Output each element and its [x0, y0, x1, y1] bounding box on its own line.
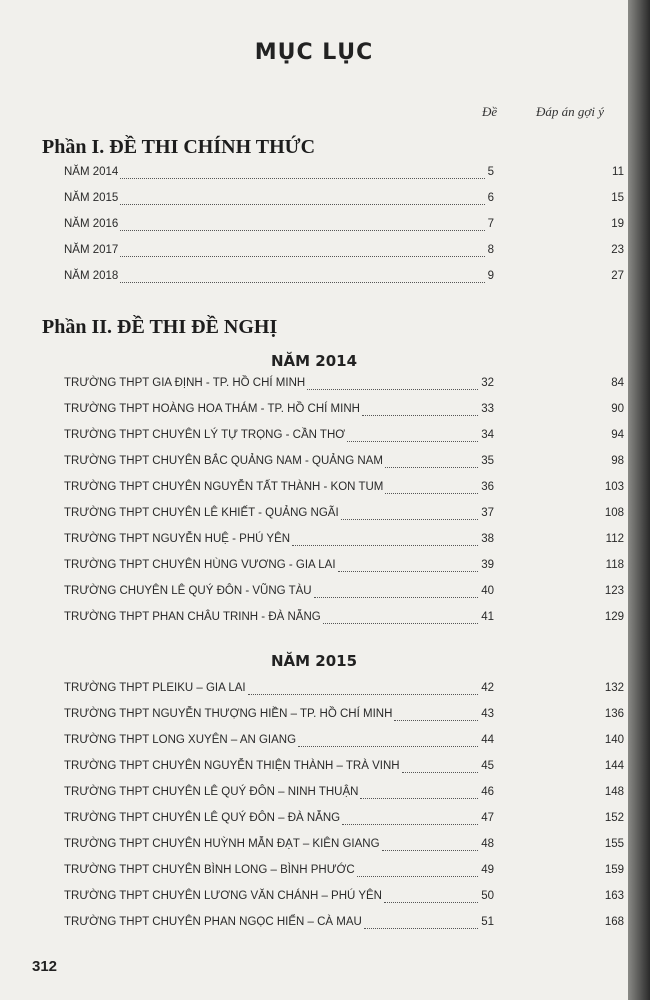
toc-entry-answer-page: 129: [604, 611, 624, 623]
toc-entry-label: TRƯỜNG THPT CHUYÊN BÌNH LONG – BÌNH PHƯỚC: [64, 864, 355, 876]
toc-entry: [64, 734, 628, 754]
toc-entry-exam-page: 6: [487, 192, 494, 204]
toc-entry: [64, 838, 628, 858]
toc-entry-answer-page: 103: [604, 481, 624, 493]
leader-dots: [341, 519, 478, 520]
toc-entry-answer-page: 84: [611, 377, 624, 389]
leader-dots: [342, 824, 478, 825]
toc-entry: [64, 166, 628, 186]
toc-entry-label: TRƯỜNG THPT CHUYÊN HUỲNH MẪN ĐẠT – KIÊN GIANG: [64, 838, 380, 850]
toc-entry: [64, 760, 628, 780]
toc-entry-answer-page: 11: [612, 166, 624, 178]
toc-entry-label: TRƯỜNG THPT PHAN CHÂU TRINH - ĐÀ NẴNG: [64, 611, 321, 623]
part2-heading: Phần II. ĐỀ THI ĐỀ NGHỊ: [42, 316, 278, 338]
toc-entry-exam-page: 40: [481, 585, 494, 597]
leader-dots: [120, 282, 485, 283]
toc-entry-label: TRƯỜNG THPT NGUYỄN THƯỢNG HIỀN – TP. HỒ CHÍ MINH: [64, 708, 393, 720]
toc-entry-exam-page: 36: [481, 481, 494, 493]
section-year-2014: NĂM 2014: [270, 352, 358, 370]
leader-dots: [120, 204, 485, 205]
toc-entry-exam-page: 37: [481, 507, 494, 519]
toc-entry-exam-page: 43: [481, 708, 494, 720]
toc-entry-label: TRƯỜNG THPT CHUYÊN LƯƠNG VĂN CHÁNH – PHÚ YÊN: [64, 890, 382, 902]
toc-entry: [64, 507, 628, 527]
toc-entry: [64, 786, 628, 806]
toc-entry-exam-page: 34: [481, 429, 494, 441]
toc-entry-exam-page: 5: [487, 166, 494, 178]
toc-entry-label: TRƯỜNG THPT PLEIKU – GIA LAI: [64, 682, 246, 694]
toc-entry-label: TRƯỜNG THPT CHUYÊN HÙNG VƯƠNG - GIA LAI: [64, 559, 336, 571]
toc-entry-exam-page: 8: [487, 244, 494, 256]
toc-entry: [64, 377, 628, 397]
leader-dots: [248, 694, 478, 695]
leader-dots: [364, 928, 478, 929]
toc-entry-label: TRƯỜNG THPT CHUYÊN NGUYỄN TẤT THÀNH - KON TUM: [64, 481, 384, 493]
toc-entry-answer-page: 132: [604, 682, 624, 694]
toc-entry-label: TRƯỜNG THPT CHUYÊN LÊ QUÝ ĐÔN – ĐÀ NẴNG: [64, 812, 341, 824]
toc-entry-exam-page: 50: [481, 890, 494, 902]
toc-entry: [64, 218, 628, 238]
leader-dots: [357, 876, 478, 877]
toc-entry-label: TRƯỜNG THPT GIA ĐỊNH - TP. HỒ CHÍ MINH: [64, 377, 306, 389]
toc-entry-label: TRƯỜNG THPT CHUYÊN PHAN NGỌC HIỂN – CÀ MAU: [64, 916, 362, 928]
toc-entry-label: TRƯỜNG CHUYÊN LÊ QUÝ ĐÔN - VŨNG TÀU: [64, 585, 312, 597]
toc-entry: [64, 708, 628, 728]
toc-entry-label: NĂM 2016: [64, 218, 119, 230]
page-title: MỤC LỤC: [254, 40, 374, 65]
leader-dots: [385, 467, 478, 468]
leader-dots: [360, 798, 478, 799]
toc-entry-exam-page: 33: [481, 403, 494, 415]
toc-entry-answer-page: 98: [611, 455, 624, 467]
toc-entry-label: NĂM 2018: [64, 270, 119, 282]
book-binding: [628, 0, 650, 1000]
section-year-2015: NĂM 2015: [270, 652, 358, 670]
toc-entry-exam-page: 47: [481, 812, 494, 824]
leader-dots: [347, 441, 478, 442]
toc-entry: [64, 864, 628, 884]
toc-entry-exam-page: 7: [487, 218, 494, 230]
toc-entry-label: TRƯỜNG THPT CHUYÊN LÊ QUÝ ĐÔN – NINH THUẬN: [64, 786, 359, 798]
toc-entry-answer-page: 112: [605, 533, 624, 545]
leader-dots: [298, 746, 478, 747]
toc-entry-answer-page: 15: [611, 192, 624, 204]
toc-entry: [64, 585, 628, 605]
column-header-de: Đề: [482, 104, 498, 119]
toc-entry-answer-page: 94: [611, 429, 624, 441]
toc-entry: [64, 192, 628, 212]
leader-dots: [314, 597, 478, 598]
toc-entry-label: NĂM 2015: [64, 192, 119, 204]
toc-entry-label: TRƯỜNG THPT CHUYÊN NGUYỄN THIỆN THÀNH – TRÀ VINH: [64, 760, 400, 772]
toc-entry-exam-page: 9: [487, 270, 494, 282]
leader-dots: [292, 545, 478, 546]
toc-entry-answer-page: 123: [604, 585, 624, 597]
leader-dots: [394, 720, 478, 721]
page-number: 312: [32, 958, 58, 975]
toc-entry-exam-page: 46: [481, 786, 494, 798]
toc-entry-answer-page: 90: [611, 403, 624, 415]
toc-entry: [64, 682, 628, 702]
toc-entry-label: TRƯỜNG THPT HOÀNG HOA THÁM - TP. HỒ CHÍ MINH: [64, 403, 360, 415]
toc-entry: [64, 559, 628, 579]
toc-entry-answer-page: 108: [604, 507, 624, 519]
leader-dots: [402, 772, 478, 773]
toc-entry-exam-page: 42: [481, 682, 494, 694]
toc-entry-label: NĂM 2017: [64, 244, 119, 256]
leader-dots: [120, 230, 485, 231]
toc-entry-answer-page: 155: [604, 838, 624, 850]
toc-entry-exam-page: 48: [481, 838, 494, 850]
toc-entry-answer-page: 118: [605, 559, 624, 571]
toc-entry-exam-page: 32: [481, 377, 494, 389]
part1-heading: Phần I. ĐỀ THI CHÍNH THỨC: [42, 136, 316, 158]
toc-entry-label: TRƯỜNG THPT CHUYÊN LÊ KHIẾT - QUẢNG NGÃI: [64, 507, 339, 519]
leader-dots: [120, 256, 485, 257]
toc-entry-exam-page: 41: [481, 611, 494, 623]
leader-dots: [385, 493, 478, 494]
toc-entry: [64, 481, 628, 501]
toc-entry-answer-page: 144: [604, 760, 624, 772]
leader-dots: [120, 178, 485, 179]
toc-entry: [64, 403, 628, 423]
toc-entry-answer-page: 163: [604, 890, 624, 902]
toc-entry-answer-page: 168: [604, 916, 624, 928]
toc-entry: [64, 533, 628, 553]
toc-entry-label: TRƯỜNG THPT LONG XUYÊN – AN GIANG: [64, 734, 297, 746]
toc-entry-exam-page: 38: [481, 533, 494, 545]
toc-entry-label: TRƯỜNG THPT NGUYỄN HUỆ - PHÚ YÊN: [64, 533, 291, 545]
leader-dots: [382, 850, 478, 851]
toc-entry: [64, 455, 628, 475]
toc-entry-label: TRƯỜNG THPT CHUYÊN LÝ TỰ TRỌNG - CẦN THƠ: [64, 429, 346, 441]
column-header-dap-an: Đáp án gợi ý: [536, 104, 604, 119]
toc-entry-label: NĂM 2014: [64, 166, 119, 178]
leader-dots: [362, 415, 478, 416]
leader-dots: [323, 623, 478, 624]
leader-dots: [307, 389, 478, 390]
toc-entry-answer-page: 140: [604, 734, 624, 746]
toc-entry-exam-page: 51: [481, 916, 494, 928]
toc-entry-answer-page: 148: [604, 786, 624, 798]
toc-entry-answer-page: 159: [604, 864, 624, 876]
toc-entry-exam-page: 39: [481, 559, 494, 571]
toc-entry-label: TRƯỜNG THPT CHUYÊN BẮC QUẢNG NAM - QUẢNG NAM: [64, 455, 383, 467]
toc-entry-answer-page: 136: [604, 708, 624, 720]
toc-entry: [64, 916, 628, 936]
toc-entry-answer-page: 152: [604, 812, 624, 824]
toc-entry-answer-page: 23: [611, 244, 624, 256]
toc-entry: [64, 270, 628, 290]
toc-entry: [64, 890, 628, 910]
toc-entry-exam-page: 35: [481, 455, 494, 467]
toc-entry: [64, 244, 628, 264]
toc-entry-answer-page: 19: [611, 218, 624, 230]
toc-entry: [64, 812, 628, 832]
toc-entry: [64, 611, 628, 631]
toc-entry-exam-page: 49: [481, 864, 494, 876]
toc-entry-answer-page: 27: [611, 270, 624, 282]
leader-dots: [338, 571, 478, 572]
leader-dots: [384, 902, 478, 903]
toc-entry: [64, 429, 628, 449]
toc-entry-exam-page: 45: [481, 760, 494, 772]
toc-entry-exam-page: 44: [481, 734, 494, 746]
